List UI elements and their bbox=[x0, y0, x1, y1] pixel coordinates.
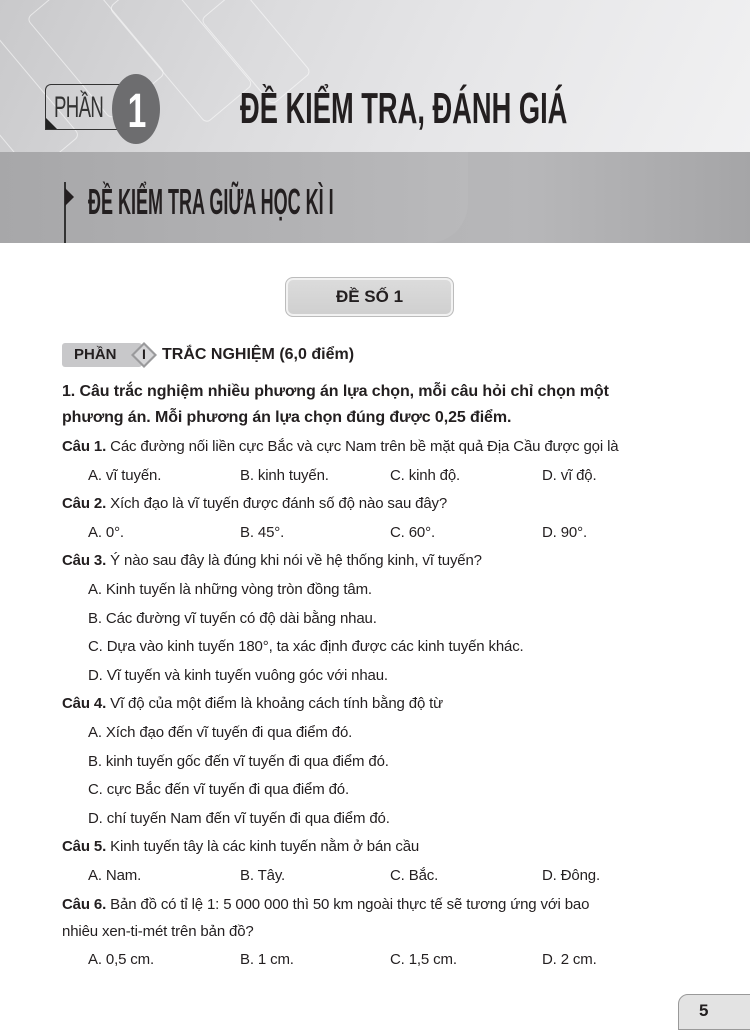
part-number: 1 bbox=[127, 85, 147, 138]
question-label: Câu 2. bbox=[62, 495, 107, 513]
answer-option: D. vĩ độ. bbox=[542, 466, 597, 484]
question-label: Câu 3. bbox=[62, 552, 107, 570]
exam-number-label: ĐỀ SỐ 1 bbox=[335, 287, 404, 306]
answer-option: A. Nam. bbox=[88, 867, 142, 884]
answer-option: C. Bắc. bbox=[390, 867, 439, 884]
page-number: 5 bbox=[699, 1001, 709, 1020]
answer-option: C. cực Bắc đến vĩ tuyến đi qua điểm đó. bbox=[88, 781, 350, 799]
section-number: I bbox=[142, 346, 146, 362]
answer-option: D. chí tuyến Nam đến vĩ tuyến đi qua điểm đó. bbox=[88, 809, 390, 827]
section-title: TRẮC NGHIỆM (6,0 điểm) bbox=[162, 346, 355, 363]
question-label: Câu 4. bbox=[62, 695, 107, 713]
page-number-tab bbox=[678, 994, 750, 1030]
question-label: Câu 1. bbox=[62, 438, 107, 455]
question-text bbox=[62, 495, 447, 512]
answer-option: A. vĩ tuyến. bbox=[88, 466, 162, 484]
exam-number-badge bbox=[285, 277, 454, 317]
answer-option: A. 0°. bbox=[88, 523, 124, 541]
question-text bbox=[62, 438, 618, 455]
answer-option: D. 2 cm. bbox=[542, 951, 597, 969]
question-body: nhiêu xen-ti-mét trên bản đồ? bbox=[62, 922, 254, 940]
answer-option: A. Xích đạo đến vĩ tuyến đi qua điểm đó. bbox=[88, 724, 353, 741]
question-body: Kinh tuyến tây là các kinh tuyến nằm ở bán cầu bbox=[110, 838, 420, 856]
answer-option: C. 1,5 cm. bbox=[390, 951, 457, 969]
answer-option: C. kinh độ. bbox=[390, 466, 461, 484]
answer-option: D. 90°. bbox=[542, 523, 587, 541]
question-body: Các đường nối liền cực Bắc và cực Nam trên bề mặt quả Địa Cầu được gọi là bbox=[110, 438, 619, 455]
question-label: Câu 6. bbox=[62, 895, 107, 913]
chapter-title: ĐỀ KIỂM TRA, ĐÁNH GIÁ bbox=[240, 84, 568, 133]
question-text bbox=[62, 695, 443, 712]
question-text bbox=[62, 552, 482, 569]
section-subtitle: ĐỀ KIỂM TRA GIỮA HỌC KÌ I bbox=[88, 181, 334, 222]
question-body: Bản đồ có tỉ lệ 1: 5 000 000 thì 50 km ngoài thực tế sẽ tương ứng với bao bbox=[110, 895, 590, 913]
answer-option: A. Kinh tuyến là những vòng tròn đồng tâm. bbox=[88, 581, 372, 598]
answer-option: B. Các đường vĩ tuyến có độ dài bằng nhau. bbox=[88, 609, 377, 627]
answer-option: B. kinh tuyến gốc đến vĩ tuyến đi qua điểm đó. bbox=[88, 752, 389, 770]
answer-option: D. Đông. bbox=[542, 867, 600, 884]
answer-option: B. 1 cm. bbox=[240, 951, 294, 969]
instruction-line: 1. Câu trắc nghiệm nhiều phương án lựa chọn, mỗi câu hỏi chỉ chọn một bbox=[62, 383, 609, 400]
answer-option: C. 60°. bbox=[390, 523, 435, 541]
answer-option: A. 0,5 cm. bbox=[88, 951, 155, 969]
question-label: Câu 5. bbox=[62, 838, 107, 856]
question-text bbox=[62, 923, 254, 940]
question-body: Vĩ độ của một điểm là khoảng cách tính bằng độ từ bbox=[110, 695, 444, 713]
question-text bbox=[62, 896, 589, 913]
question-text bbox=[62, 838, 419, 855]
question-body: Ý nào sau đây là đúng khi nói về hệ thống kinh, vĩ tuyến? bbox=[110, 552, 482, 570]
answer-option: D. Vĩ tuyến và kinh tuyến vuông góc với nhau. bbox=[88, 666, 388, 684]
section-part-tag bbox=[62, 343, 142, 367]
answer-option: B. Tây. bbox=[240, 867, 286, 884]
part-label: PHẦN bbox=[54, 91, 104, 124]
section-number-diamond bbox=[131, 342, 157, 368]
answer-option: B. kinh tuyến. bbox=[240, 466, 329, 484]
section-part-label: PHẦN bbox=[74, 346, 117, 363]
answer-option: C. Dựa vào kinh tuyến 180°, ta xác định được các kinh tuyến khác. bbox=[88, 638, 524, 656]
question-body: Xích đạo là vĩ tuyến được đánh số độ nào sau đây? bbox=[110, 495, 448, 513]
triangle-marker-icon bbox=[65, 188, 75, 206]
instruction-line: phương án. Mỗi phương án lựa chọn đúng được 0,25 điểm. bbox=[62, 409, 512, 426]
answer-option: B. 45°. bbox=[240, 523, 285, 541]
